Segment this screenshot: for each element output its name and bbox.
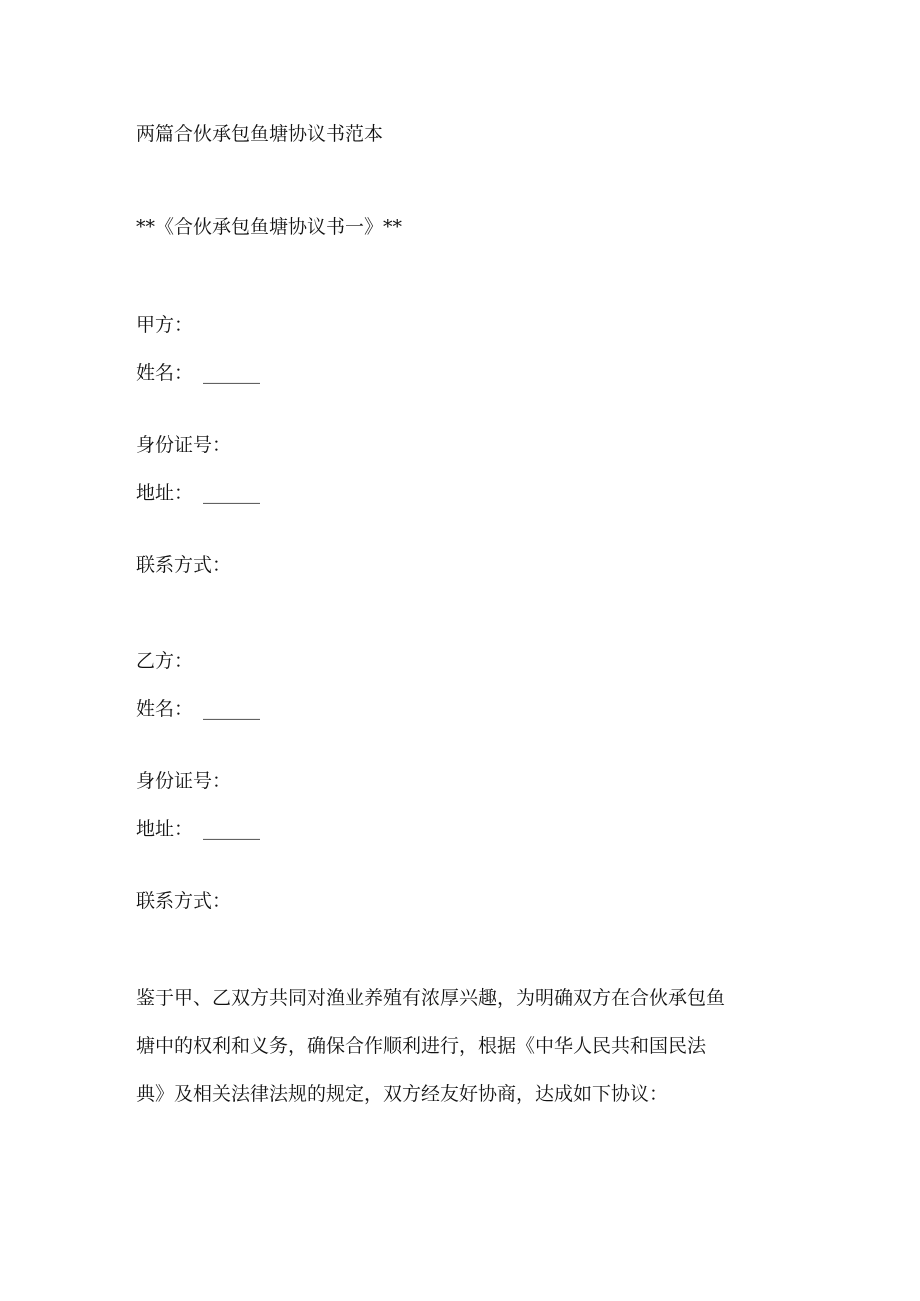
preamble-line: 典》及相关法律法规的规定，双方经友好协商，达成如下协议： bbox=[136, 1083, 669, 1105]
party-a-heading: 甲方： bbox=[136, 314, 194, 336]
party-b-address-label: 地址： bbox=[136, 818, 194, 840]
party-b-name-row bbox=[136, 696, 260, 722]
party-a-address-row bbox=[136, 480, 260, 506]
party-b-address-blank: ______ bbox=[203, 818, 261, 840]
party-b-name-label: 姓名： bbox=[136, 698, 194, 720]
party-a-address-blank: ______ bbox=[203, 482, 261, 504]
agreement-heading: **《合伙承包鱼塘协议书一》** bbox=[136, 216, 403, 238]
party-a-id-label: 身份证号： bbox=[136, 434, 232, 456]
preamble-line: 鉴于甲、乙双方共同对渔业养殖有浓厚兴趣，为明确双方在合伙承包鱼 bbox=[136, 987, 726, 1009]
party-b-contact-label: 联系方式： bbox=[136, 890, 232, 912]
party-b-id-label: 身份证号： bbox=[136, 770, 232, 792]
party-b-heading: 乙方： bbox=[136, 650, 194, 672]
party-a-address-label: 地址： bbox=[136, 482, 194, 504]
document-title: 两篇合伙承包鱼塘协议书范本 bbox=[136, 123, 384, 145]
party-a-contact-label: 联系方式： bbox=[136, 554, 232, 576]
party-a-name-blank: ______ bbox=[203, 362, 261, 384]
party-b-address-row bbox=[136, 816, 260, 842]
party-a-name-row bbox=[136, 360, 260, 386]
party-b-name-blank: ______ bbox=[203, 698, 261, 720]
preamble-line: 塘中的权利和义务，确保合作顺利进行，根据《中华人民共和国民法 bbox=[136, 1035, 707, 1057]
party-a-name-label: 姓名： bbox=[136, 362, 194, 384]
